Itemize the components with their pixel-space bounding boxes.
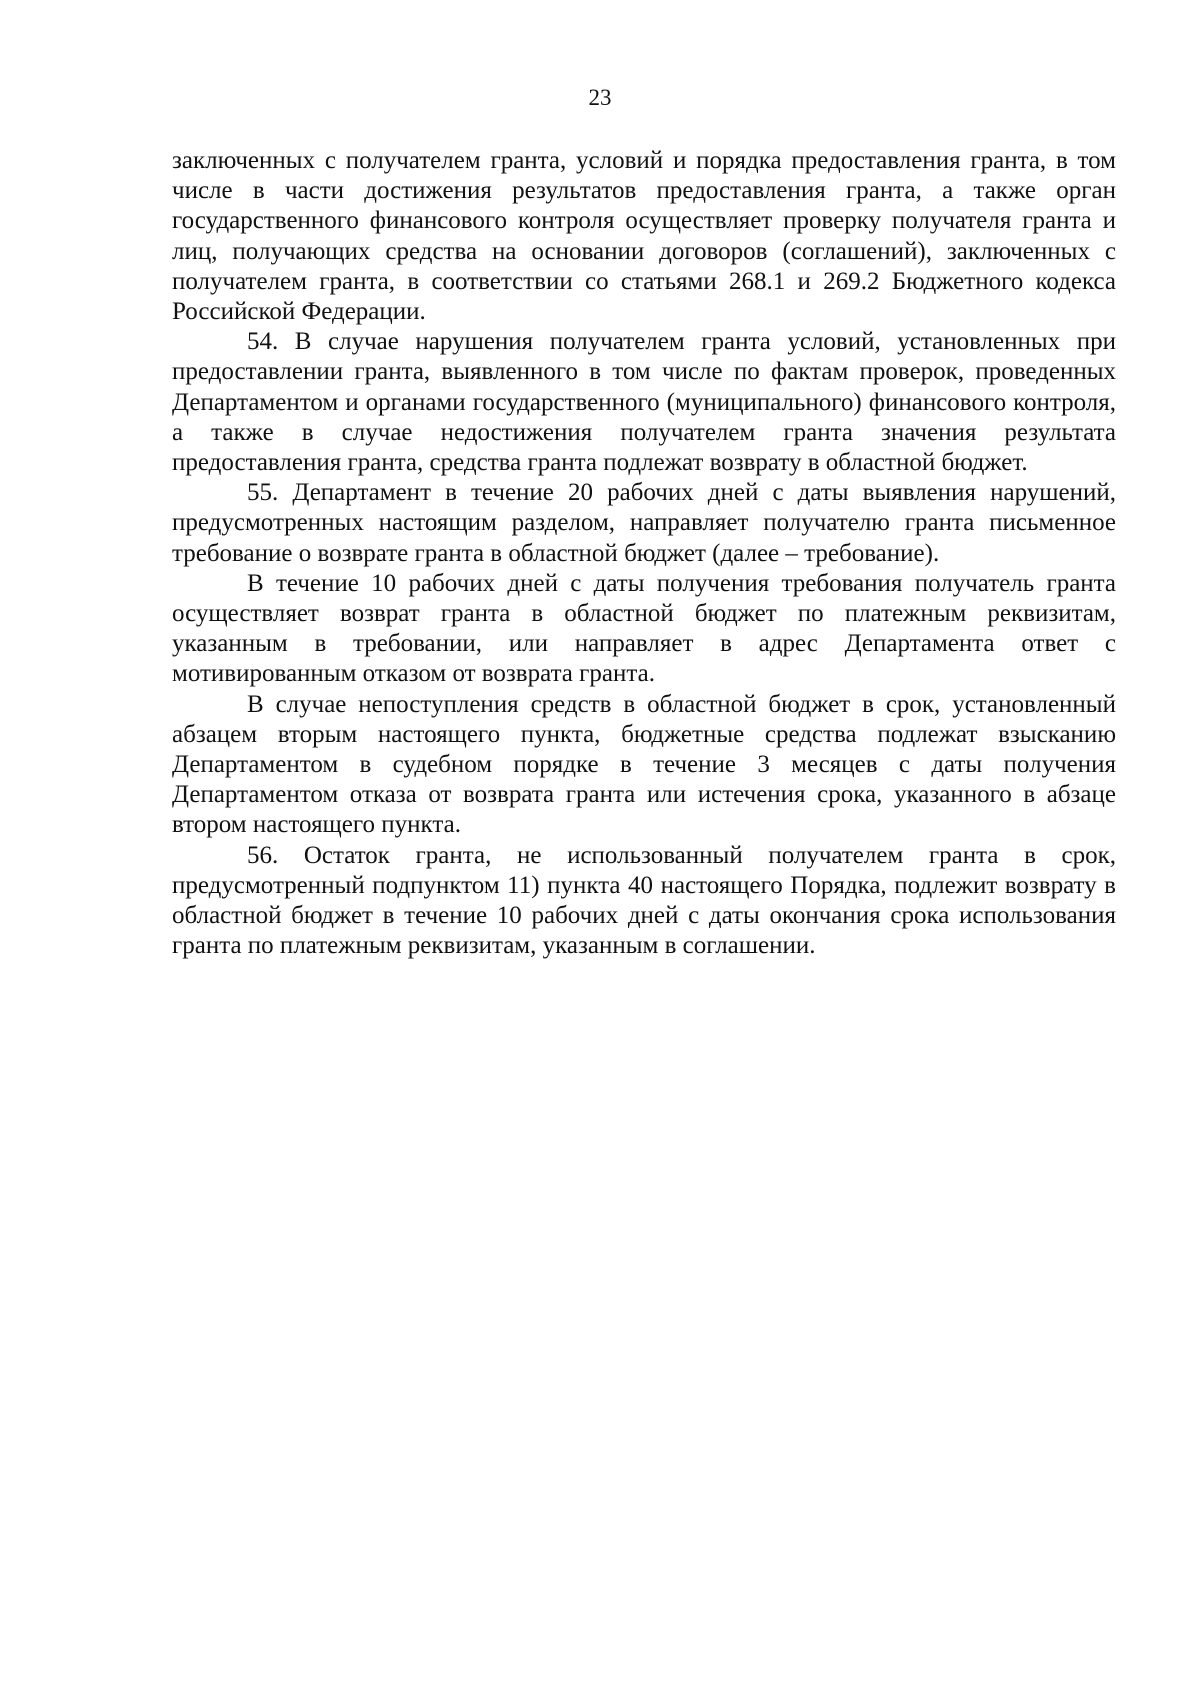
paragraph-item-55: 55. Департамент в течение 20 рабочих дней с даты выявления нарушений, предусмотренных настоящим разделом, направляет получателю гранта письменное требование о возврате гранта в областной бюджет (далее – требование). bbox=[172, 479, 1116, 567]
document-body bbox=[172, 146, 1116, 961]
paragraph-item-56: 56. Остаток гранта, не использованный получателем гранта в срок, предусмотренный подпунктом 11) пункта 40 настоящего Порядка, подлежит возврату в областной бюджет в течение 10 рабочих дней с даты окончания срока использования гранта по платежным реквизитам, указанным в соглашении. bbox=[172, 841, 1116, 960]
paragraph-item-55-third-indent: В случае непоступления средств в областной бюджет в срок, установленный абзацем вторым настоящего пункта, бюджетные средства подлежат взысканию Департаментом в судебном порядке в течение 3 месяцев с даты получения Департаментом отказа от возврата гранта или истечения срока, указанного в абзаце втором настоящего пункта. bbox=[172, 690, 1116, 839]
paragraph-item-55-second-indent: В течение 10 рабочих дней с даты получения требования получатель гранта осуществляет возврат гранта в областной бюджет по платежным реквизитам, указанным в требовании, или направляет в адрес Департамента ответ с мотивированным отказом от возврата гранта. bbox=[172, 569, 1116, 688]
paragraph-continuation: заключенных с получателем гранта, условий и порядка предоставления гранта, в том числе в части достижения результатов предоставления гранта, а также орган государственного финансового контроля осуществляет проверку получателя гранта и лиц, получающих средства на основании договоров (соглашений), заключенных с получателем гранта, в соответствии со статьями 268.1 и 269.2 Бюджетного кодекса Российской Федерации. bbox=[172, 147, 1116, 326]
page-number: 23 bbox=[588, 85, 612, 110]
paragraph-item-54: 54. В случае нарушения получателем гранта условий, установленных при предоставлении гранта, выявленного в том числе по фактам проверок, проведенных Департаментом и органами государственного (муниципального) финансового контроля, а также в случае недостижения получателем гранта значения результата предоставления гранта, средства гранта подлежат возврату в областной бюджет. bbox=[172, 328, 1116, 477]
